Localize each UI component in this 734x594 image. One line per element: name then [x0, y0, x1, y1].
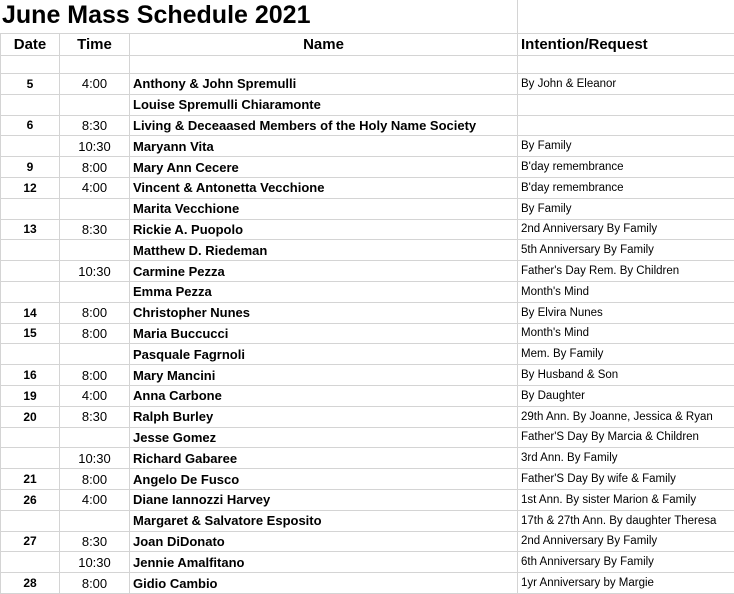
date-cell	[1, 448, 60, 469]
table-row	[1, 198, 734, 219]
table-row	[1, 219, 734, 240]
date-cell: 19	[1, 385, 60, 406]
time-cell: 8:30	[60, 406, 130, 427]
intention-cell: 29th Ann. By Joanne, Jessica & Ryan	[518, 406, 734, 427]
intention-cell: By Husband & Son	[518, 365, 734, 386]
header-date: Date	[1, 34, 60, 56]
time-cell: 8:00	[60, 469, 130, 490]
time-cell	[60, 198, 130, 219]
date-cell: 27	[1, 531, 60, 552]
date-cell: 12	[1, 177, 60, 198]
table-row	[1, 94, 734, 115]
table-row	[1, 281, 734, 302]
date-cell: 15	[1, 323, 60, 344]
name-cell: Marita Vecchione	[130, 198, 518, 219]
intention-cell: Father's Day Rem. By Children	[518, 261, 734, 282]
intention-cell: 1yr Anniversary by Margie	[518, 573, 734, 594]
table-row	[1, 531, 734, 552]
name-cell: Maryann Vita	[130, 136, 518, 157]
name-cell: Louise Spremulli Chiaramonte	[130, 94, 518, 115]
name-cell: Christopher Nunes	[130, 302, 518, 323]
name-cell: Jesse Gomez	[130, 427, 518, 448]
time-cell	[60, 344, 130, 365]
name-cell: Living & Deceaased Members of the Holy Name Society	[130, 115, 518, 136]
header-intention: Intention/Request	[518, 34, 734, 56]
schedule-table	[0, 33, 734, 594]
intention-cell: By Family	[518, 136, 734, 157]
time-cell: 8:30	[60, 531, 130, 552]
date-cell: 13	[1, 219, 60, 240]
name-cell: Jennie Amalfitano	[130, 552, 518, 573]
intention-cell	[518, 94, 734, 115]
date-cell	[1, 510, 60, 531]
table-row	[1, 177, 734, 198]
date-cell	[1, 240, 60, 261]
time-cell	[60, 240, 130, 261]
intention-cell: B'day remembrance	[518, 177, 734, 198]
table-row	[1, 365, 734, 386]
time-cell: 10:30	[60, 448, 130, 469]
table-row	[1, 261, 734, 282]
intention-cell: Mem. By Family	[518, 344, 734, 365]
time-cell	[60, 94, 130, 115]
table-row	[1, 344, 734, 365]
date-cell	[1, 344, 60, 365]
time-cell: 8:00	[60, 323, 130, 344]
table-row	[1, 573, 734, 594]
date-cell	[1, 281, 60, 302]
name-cell: Ralph Burley	[130, 406, 518, 427]
intention-cell: 2nd Anniversary By Family	[518, 219, 734, 240]
intention-cell: By Elvira Nunes	[518, 302, 734, 323]
date-cell: 28	[1, 573, 60, 594]
header-time: Time	[60, 34, 130, 56]
name-cell: Maria Buccucci	[130, 323, 518, 344]
name-cell: Vincent & Antonetta Vecchione	[130, 177, 518, 198]
time-cell: 10:30	[60, 136, 130, 157]
name-cell: Mary Mancini	[130, 365, 518, 386]
empty-cell	[1, 56, 60, 74]
time-cell: 8:00	[60, 573, 130, 594]
page-title: June Mass Schedule 2021	[2, 1, 310, 29]
table-row	[1, 115, 734, 136]
intention-cell: 17th & 27th Ann. By daughter Theresa	[518, 510, 734, 531]
table-row	[1, 240, 734, 261]
empty-row	[1, 56, 734, 74]
time-cell: 4:00	[60, 385, 130, 406]
name-cell: Diane Iannozzi Harvey	[130, 489, 518, 510]
time-cell: 10:30	[60, 552, 130, 573]
time-cell: 8:30	[60, 219, 130, 240]
table-body	[1, 56, 734, 594]
empty-cell	[130, 56, 518, 74]
date-cell: 9	[1, 157, 60, 178]
time-cell: 8:00	[60, 365, 130, 386]
date-cell	[1, 136, 60, 157]
name-cell: Richard Gabaree	[130, 448, 518, 469]
name-cell: Anna Carbone	[130, 385, 518, 406]
name-cell: Anthony & John Spremulli	[130, 74, 518, 95]
name-cell: Pasquale Fagrnoli	[130, 344, 518, 365]
name-cell: Angelo De Fusco	[130, 469, 518, 490]
table-row	[1, 385, 734, 406]
empty-cell	[60, 56, 130, 74]
title-row	[0, 0, 734, 33]
table-row	[1, 552, 734, 573]
intention-cell: By Daughter	[518, 385, 734, 406]
time-cell	[60, 281, 130, 302]
name-cell: Carmine Pezza	[130, 261, 518, 282]
name-cell: Mary Ann Cecere	[130, 157, 518, 178]
table-row	[1, 157, 734, 178]
intention-cell: 2nd Anniversary By Family	[518, 531, 734, 552]
intention-cell: 3rd Ann. By Family	[518, 448, 734, 469]
table-row	[1, 448, 734, 469]
table-row	[1, 489, 734, 510]
date-cell: 26	[1, 489, 60, 510]
name-cell: Joan DiDonato	[130, 531, 518, 552]
intention-cell: 5th Anniversary By Family	[518, 240, 734, 261]
intention-cell: By Family	[518, 198, 734, 219]
date-cell	[1, 261, 60, 282]
date-cell: 14	[1, 302, 60, 323]
intention-cell: Month's Mind	[518, 281, 734, 302]
time-cell: 10:30	[60, 261, 130, 282]
time-cell: 8:00	[60, 157, 130, 178]
name-cell: Rickie A. Puopolo	[130, 219, 518, 240]
time-cell	[60, 510, 130, 531]
name-cell: Margaret & Salvatore Esposito	[130, 510, 518, 531]
empty-cell	[518, 56, 734, 74]
date-cell: 16	[1, 365, 60, 386]
table-row	[1, 427, 734, 448]
table-row	[1, 302, 734, 323]
header-row	[1, 34, 734, 56]
header-name: Name	[130, 34, 518, 56]
time-cell: 4:00	[60, 74, 130, 95]
intention-cell: By John & Eleanor	[518, 74, 734, 95]
intention-cell: Father'S Day By wife & Family	[518, 469, 734, 490]
time-cell: 4:00	[60, 177, 130, 198]
intention-cell	[518, 115, 734, 136]
intention-cell: 1st Ann. By sister Marion & Family	[518, 489, 734, 510]
table-row	[1, 406, 734, 427]
intention-cell: Father'S Day By Marcia & Children	[518, 427, 734, 448]
table-row	[1, 74, 734, 95]
time-cell	[60, 427, 130, 448]
intention-cell: B'day remembrance	[518, 157, 734, 178]
name-cell: Gidio Cambio	[130, 573, 518, 594]
name-cell: Matthew D. Riedeman	[130, 240, 518, 261]
intention-cell: 6th Anniversary By Family	[518, 552, 734, 573]
date-cell	[1, 552, 60, 573]
time-cell: 4:00	[60, 489, 130, 510]
date-cell: 5	[1, 74, 60, 95]
date-cell	[1, 427, 60, 448]
date-cell	[1, 198, 60, 219]
name-cell: Emma Pezza	[130, 281, 518, 302]
table-row	[1, 136, 734, 157]
intention-cell: Month's Mind	[518, 323, 734, 344]
date-cell: 20	[1, 406, 60, 427]
date-cell: 21	[1, 469, 60, 490]
time-cell: 8:30	[60, 115, 130, 136]
date-cell	[1, 94, 60, 115]
date-cell: 6	[1, 115, 60, 136]
table-row	[1, 323, 734, 344]
table-row	[1, 469, 734, 490]
table-row	[1, 510, 734, 531]
time-cell: 8:00	[60, 302, 130, 323]
gridline	[517, 0, 518, 33]
